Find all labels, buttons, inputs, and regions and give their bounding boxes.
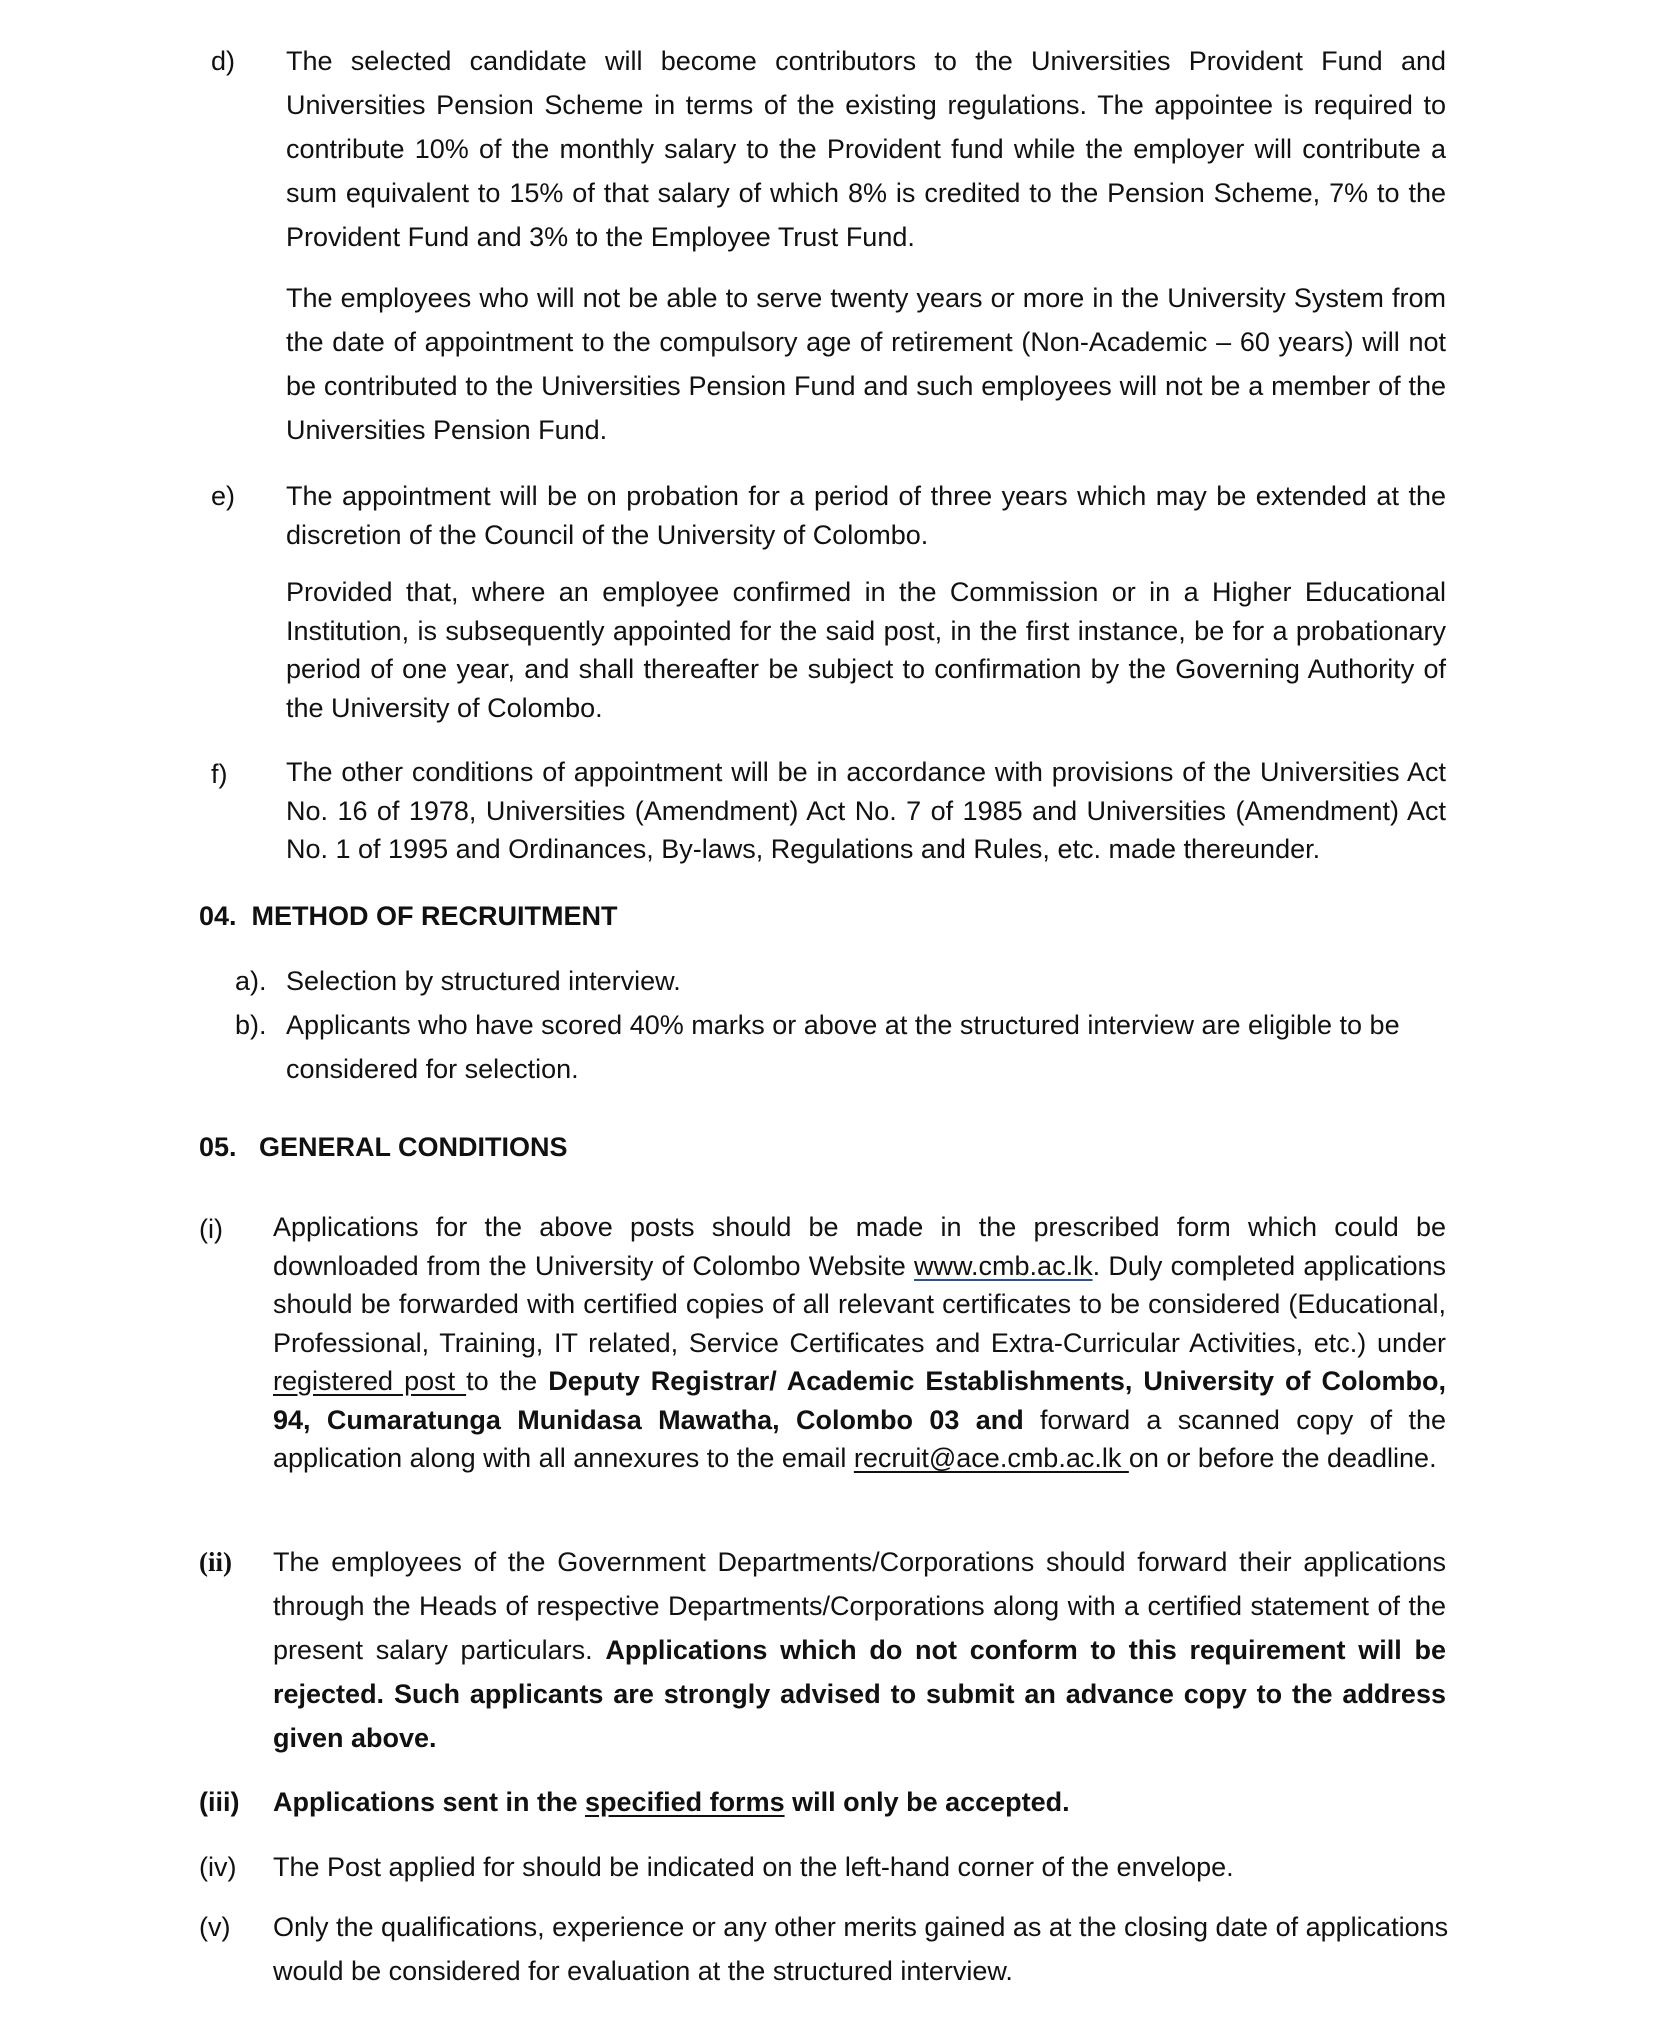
registered-post-text: registered post [273,1366,467,1396]
recruitment-item-b-label: b). [235,1010,267,1040]
item-f-paragraph-1: The other conditions of appointment will be in accordance with provisions of the Universities Act No. 16 of 1978, Universities (Amendment) Act No. 7 of 1985 and Universities (Amendment) Act No. 1 of 1995 and Ordinances, By-laws, Regulations and Rules, etc. made thereunder. [286,757,1446,864]
recruitment-item-a-label: a). [235,966,267,996]
condition-iv-paragraph: The Post applied for should be indicated on the left-hand corner of the envelope. [273,1852,1234,1882]
item-e-paragraph-2: Provided that, where an employee confirmed in the Commission or in a Higher Educational Institution, is subsequently appointed for the said post, in the first instance, be for a probationary period of one year, and shall thereafter be subject to confirmation by the Governing Authority of the University of Colombo. [286,577,1446,723]
item-e-label: e) [211,481,236,511]
condition-ii-paragraph: The employees of the Government Departments/Corporations should forward their applications through the Heads of respective Departments/Corporations along with a certified statement of the present salary particulars. Applications which do not conform to this requirement will be rejected. Such applicants are strongly advised to submit an advance copy to the address given above. [273,1547,1446,1753]
email-link[interactable]: recruit@ace.cmb.ac.lk [853,1443,1129,1473]
recruitment-item-a-text: Selection by structured interview. [286,966,681,996]
recruitment-item-b-text: Applicants who have scored 40% marks or above at the structured interview are eligible to be considered for selection. [286,1010,1400,1084]
condition-iv-label: (iv) [199,1852,237,1882]
section-04-heading: 04. METHOD OF RECRUITMENT [199,901,618,931]
condition-iii-label: (iii) [199,1787,240,1817]
specified-forms-text: specified forms [585,1787,785,1817]
item-d-label: d) [211,46,236,76]
condition-iii-paragraph: Applications sent in the specified forms will only be accepted. [273,1787,1070,1817]
condition-i-paragraph: Applications for the above posts should be made in the prescribed form which could be downloaded from the University of Colombo Website www.cmb.ac.lk. Duly completed applications should be forwarded with certified copies of all relevant certificates to be considered (Educational, Professional, Training, IT related, Service Certificates and Extra-Curricular Activities, etc.) under registered post to the Deputy Registrar/ Academic Establishments, University of Colombo, 94, Cumaratunga Munidasa Mawatha, Colombo 03 and forward a scanned copy of the application along with all annexures to the email recruit@ace.cmb.ac.lk on or before the deadline. [273,1212,1446,1473]
condition-v-label: (v) [199,1912,231,1942]
condition-v-paragraph: Only the qualifications, experience or any other merits gained as at the closing date of applications would be considered for evaluation at the structured interview. [273,1912,1449,1986]
condition-i-label: (i) [199,1214,223,1244]
condition-ii-bold-text: Applications which do not conform to this requirement will be rejected. Such applicants are strongly advised to submit an advance copy to the address given above. [273,1635,1446,1753]
website-link[interactable]: www.cmb.ac.lk [914,1250,1093,1281]
condition-ii-label: (ii) [199,1547,232,1577]
item-d-paragraph-2: The employees who will not be able to serve twenty years or more in the University System from the date of appointment to the compulsory age of retirement (Non-Academic – 60 years) will not be contributed to the Universities Pension Fund and such employees will not be a member of the Universities Pension Fund. [286,283,1446,445]
item-f-label: f) [211,759,228,789]
section-05-heading: 05. GENERAL CONDITIONS [199,1132,568,1162]
item-d-paragraph-1: The selected candidate will become contributors to the Universities Provident Fund and Universities Pension Scheme in terms of the existing regulations. The appointee is required to contribute 10% of the monthly salary to the Provident fund while the employer will contribute a sum equivalent to 15% of that salary of which 8% is credited to the Pension Scheme, 7% to the Provident Fund and 3% to the Employee Trust Fund. [286,46,1446,252]
item-e-paragraph-1: The appointment will be on probation for a period of three years which may be extended at the discretion of the Council of the University of Colombo. [286,481,1446,550]
address-bold-text: Deputy Registrar/ Academic Establishments, University of Colombo, 94, Cumaratunga Munidasa Mawatha, Colombo 03 and [273,1366,1446,1435]
